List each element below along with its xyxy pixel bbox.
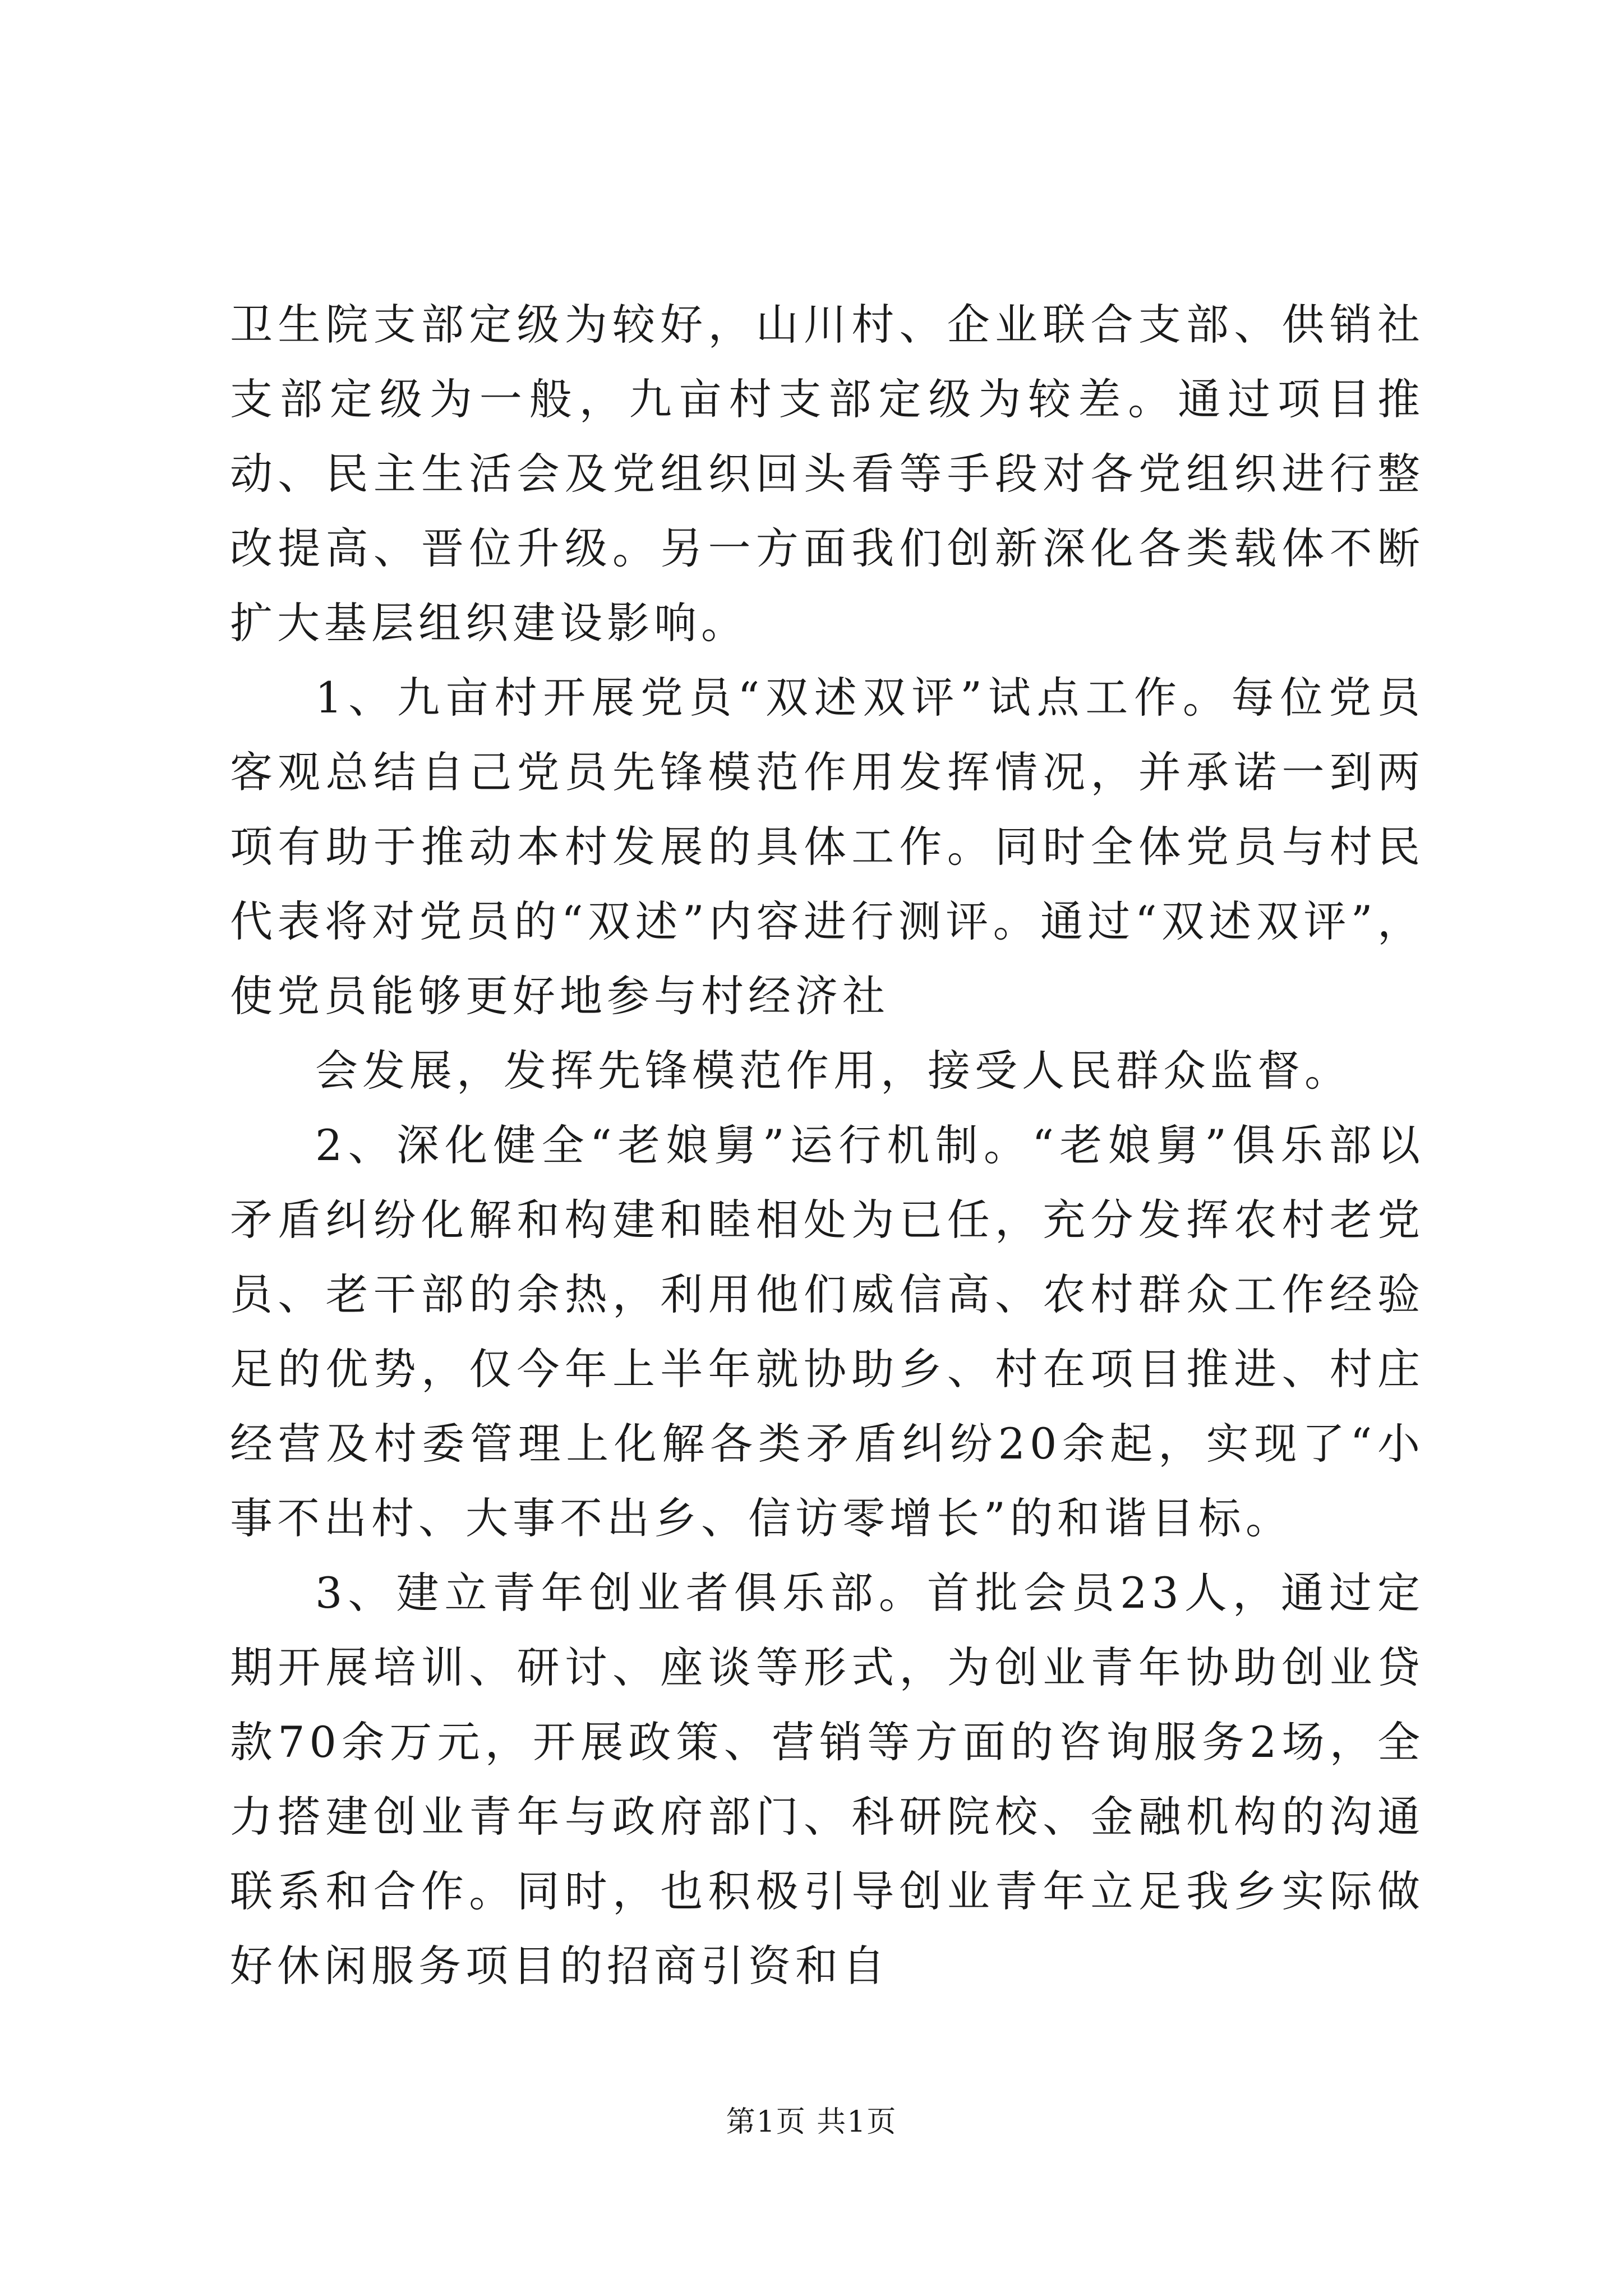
paragraph-item-3: 3、建立青年创业者俱乐部。首批会员23人，通过定期开展培训、研讨、座谈等形式，为创业青年协助创业贷款70余万元，开展政策、营销等方面的咨询服务2场，全力搭建创业青年与政府部门、科研院校、金融机构的沟通联系和合作。同时，也积极引导创业青年立足我乡实际做好休闲服务项目的招商引资和自 <box>230 1568 1424 1991</box>
paragraph-item-1-cont: 会发展，发挥先锋模范作用，接受人民群众监督。 <box>315 1046 1352 1096</box>
paragraph-item-2: 2、深化健全“老娘舅”运行机制。“老娘舅”俱乐部以矛盾纠纷化解和构建和睦相处为已任，充分发挥农村老党员、老干部的余热，利用他们威信高、农村群众工作经验足的优势，仅今年上半年就协助乡、村在项目推进、村庄经营及村委管理上化解各类矛盾纠纷20余起，实现了“小事不出村、大事不出乡、信访零增长”的和谐目标。 <box>230 1120 1424 1543</box>
paragraph-continuation: 卫生院支部定级为较好，山川村、企业联合支部、供销社支部定级为一般，九亩村支部定级为较差。通过项目推动、民主生活会及党组织回头看等手段对各党组织进行整改提高、晋位升级。另一方面我们创新深化各类载体不断扩大基层组织建设影响。 <box>230 300 1424 648</box>
page-footer: 第1页 共1页 <box>726 2105 897 2139</box>
paragraph-item-1: 1、九亩村开展党员“双述双评”试点工作。每位党员客观总结自己党员先锋模范作用发挥情况，并承诺一到两项有助于推动本村发展的具体工作。同时全体党员与村民代表将对党员的“双述”内容进行测评。通过“双述双评”，使党员能够更好地参与村经济社 <box>230 673 1424 1021</box>
document-body <box>230 287 1424 2003</box>
